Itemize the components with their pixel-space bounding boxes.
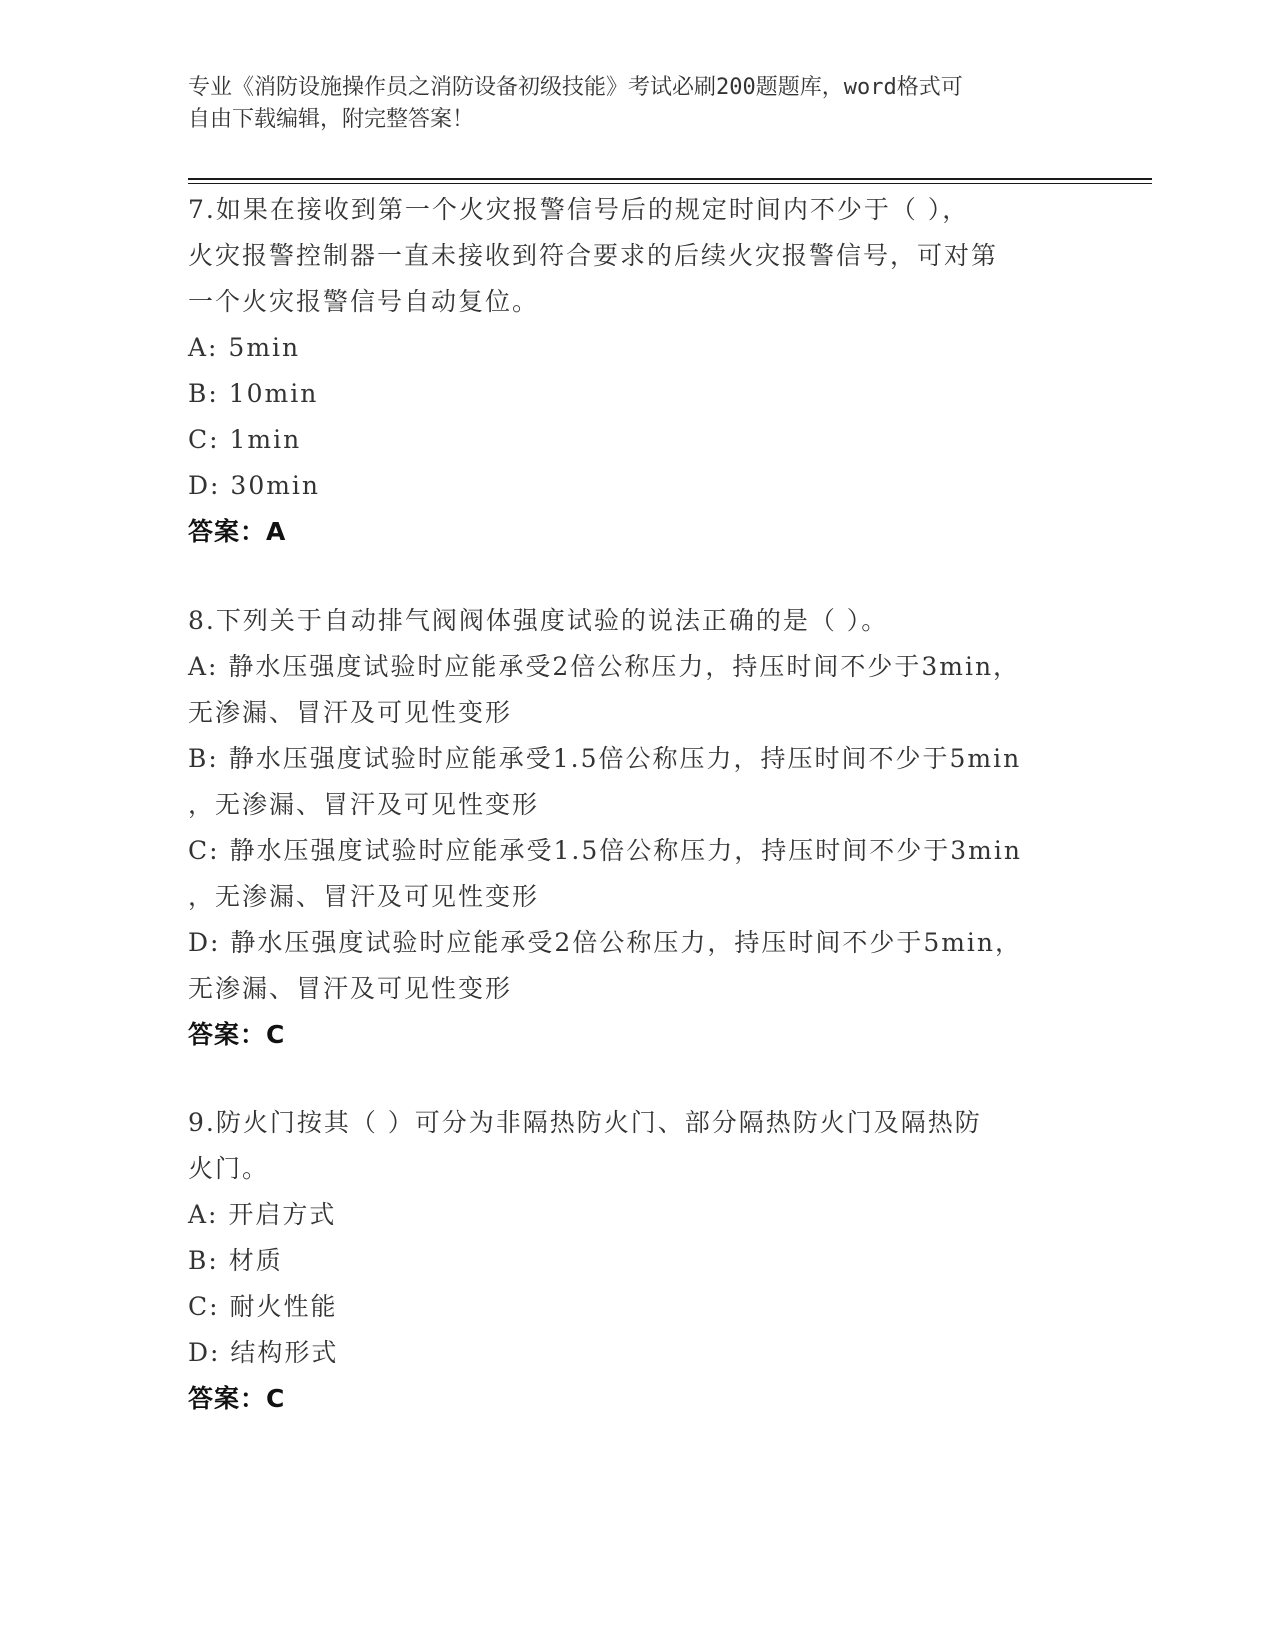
header-divider-thick <box>188 178 1152 180</box>
answer-label: 答案：C <box>188 1020 286 1049</box>
answer-label: 答案：C <box>188 1384 286 1413</box>
option-b: B: 10min <box>188 379 319 408</box>
option-c: C: 1min <box>188 425 302 454</box>
option-a: A: 静水压强度试验时应能承受2倍公称压力，持压时间不少于3min， <box>188 652 1021 681</box>
question-9 <box>188 1100 1088 1422</box>
option-d: D: 30min <box>188 471 321 500</box>
document-header <box>188 72 1068 136</box>
option-a: A: 开启方式 <box>188 1200 337 1229</box>
question-stem-line: 火灾报警控制器一直未接收到符合要求的后续火灾报警信号，可对第 <box>188 241 999 270</box>
option-d: D: 结构形式 <box>188 1338 339 1367</box>
option-c: C: 耐火性能 <box>188 1292 338 1321</box>
option-d-continued: 无渗漏、冒汗及可见性变形 <box>188 974 513 1003</box>
question-stem-line: 7.如果在接收到第一个火灾报警信号后的规定时间内不少于（ ）， <box>188 195 970 224</box>
option-b: B: 材质 <box>188 1246 283 1275</box>
question-8 <box>188 598 1088 1058</box>
option-d: D: 静水压强度试验时应能承受2倍公称压力，持压时间不少于5min， <box>188 928 1023 957</box>
option-a: A: 5min <box>188 333 301 362</box>
option-b: B: 静水压强度试验时应能承受1.5倍公称压力，持压时间不少于5min <box>188 744 1022 773</box>
question-7 <box>188 187 1088 555</box>
question-stem-line: 9.防火门按其（ ）可分为非隔热防火门、部分隔热防火门及隔热防 <box>188 1108 982 1137</box>
answer-label: 答案：A <box>188 517 287 546</box>
option-c: C: 静水压强度试验时应能承受1.5倍公称压力，持压时间不少于3min <box>188 836 1022 865</box>
option-b-continued: ，无渗漏、冒汗及可见性变形 <box>188 790 540 819</box>
option-c-continued: ，无渗漏、冒汗及可见性变形 <box>188 882 540 911</box>
header-line-2: 自由下载编辑，附完整答案！ <box>188 107 475 132</box>
question-stem-line: 火门。 <box>188 1154 270 1183</box>
option-a-continued: 无渗漏、冒汗及可见性变形 <box>188 698 513 727</box>
header-line-1: 专业《消防设施操作员之消防设备初级技能》考试必刷200题题库，word格式可 <box>188 75 963 100</box>
question-stem-line: 8.下列关于自动排气阀阀体强度试验的说法正确的是（ ）。 <box>188 606 889 635</box>
header-divider-thin <box>188 183 1152 184</box>
question-stem-line: 一个火灾报警信号自动复位。 <box>188 287 540 316</box>
